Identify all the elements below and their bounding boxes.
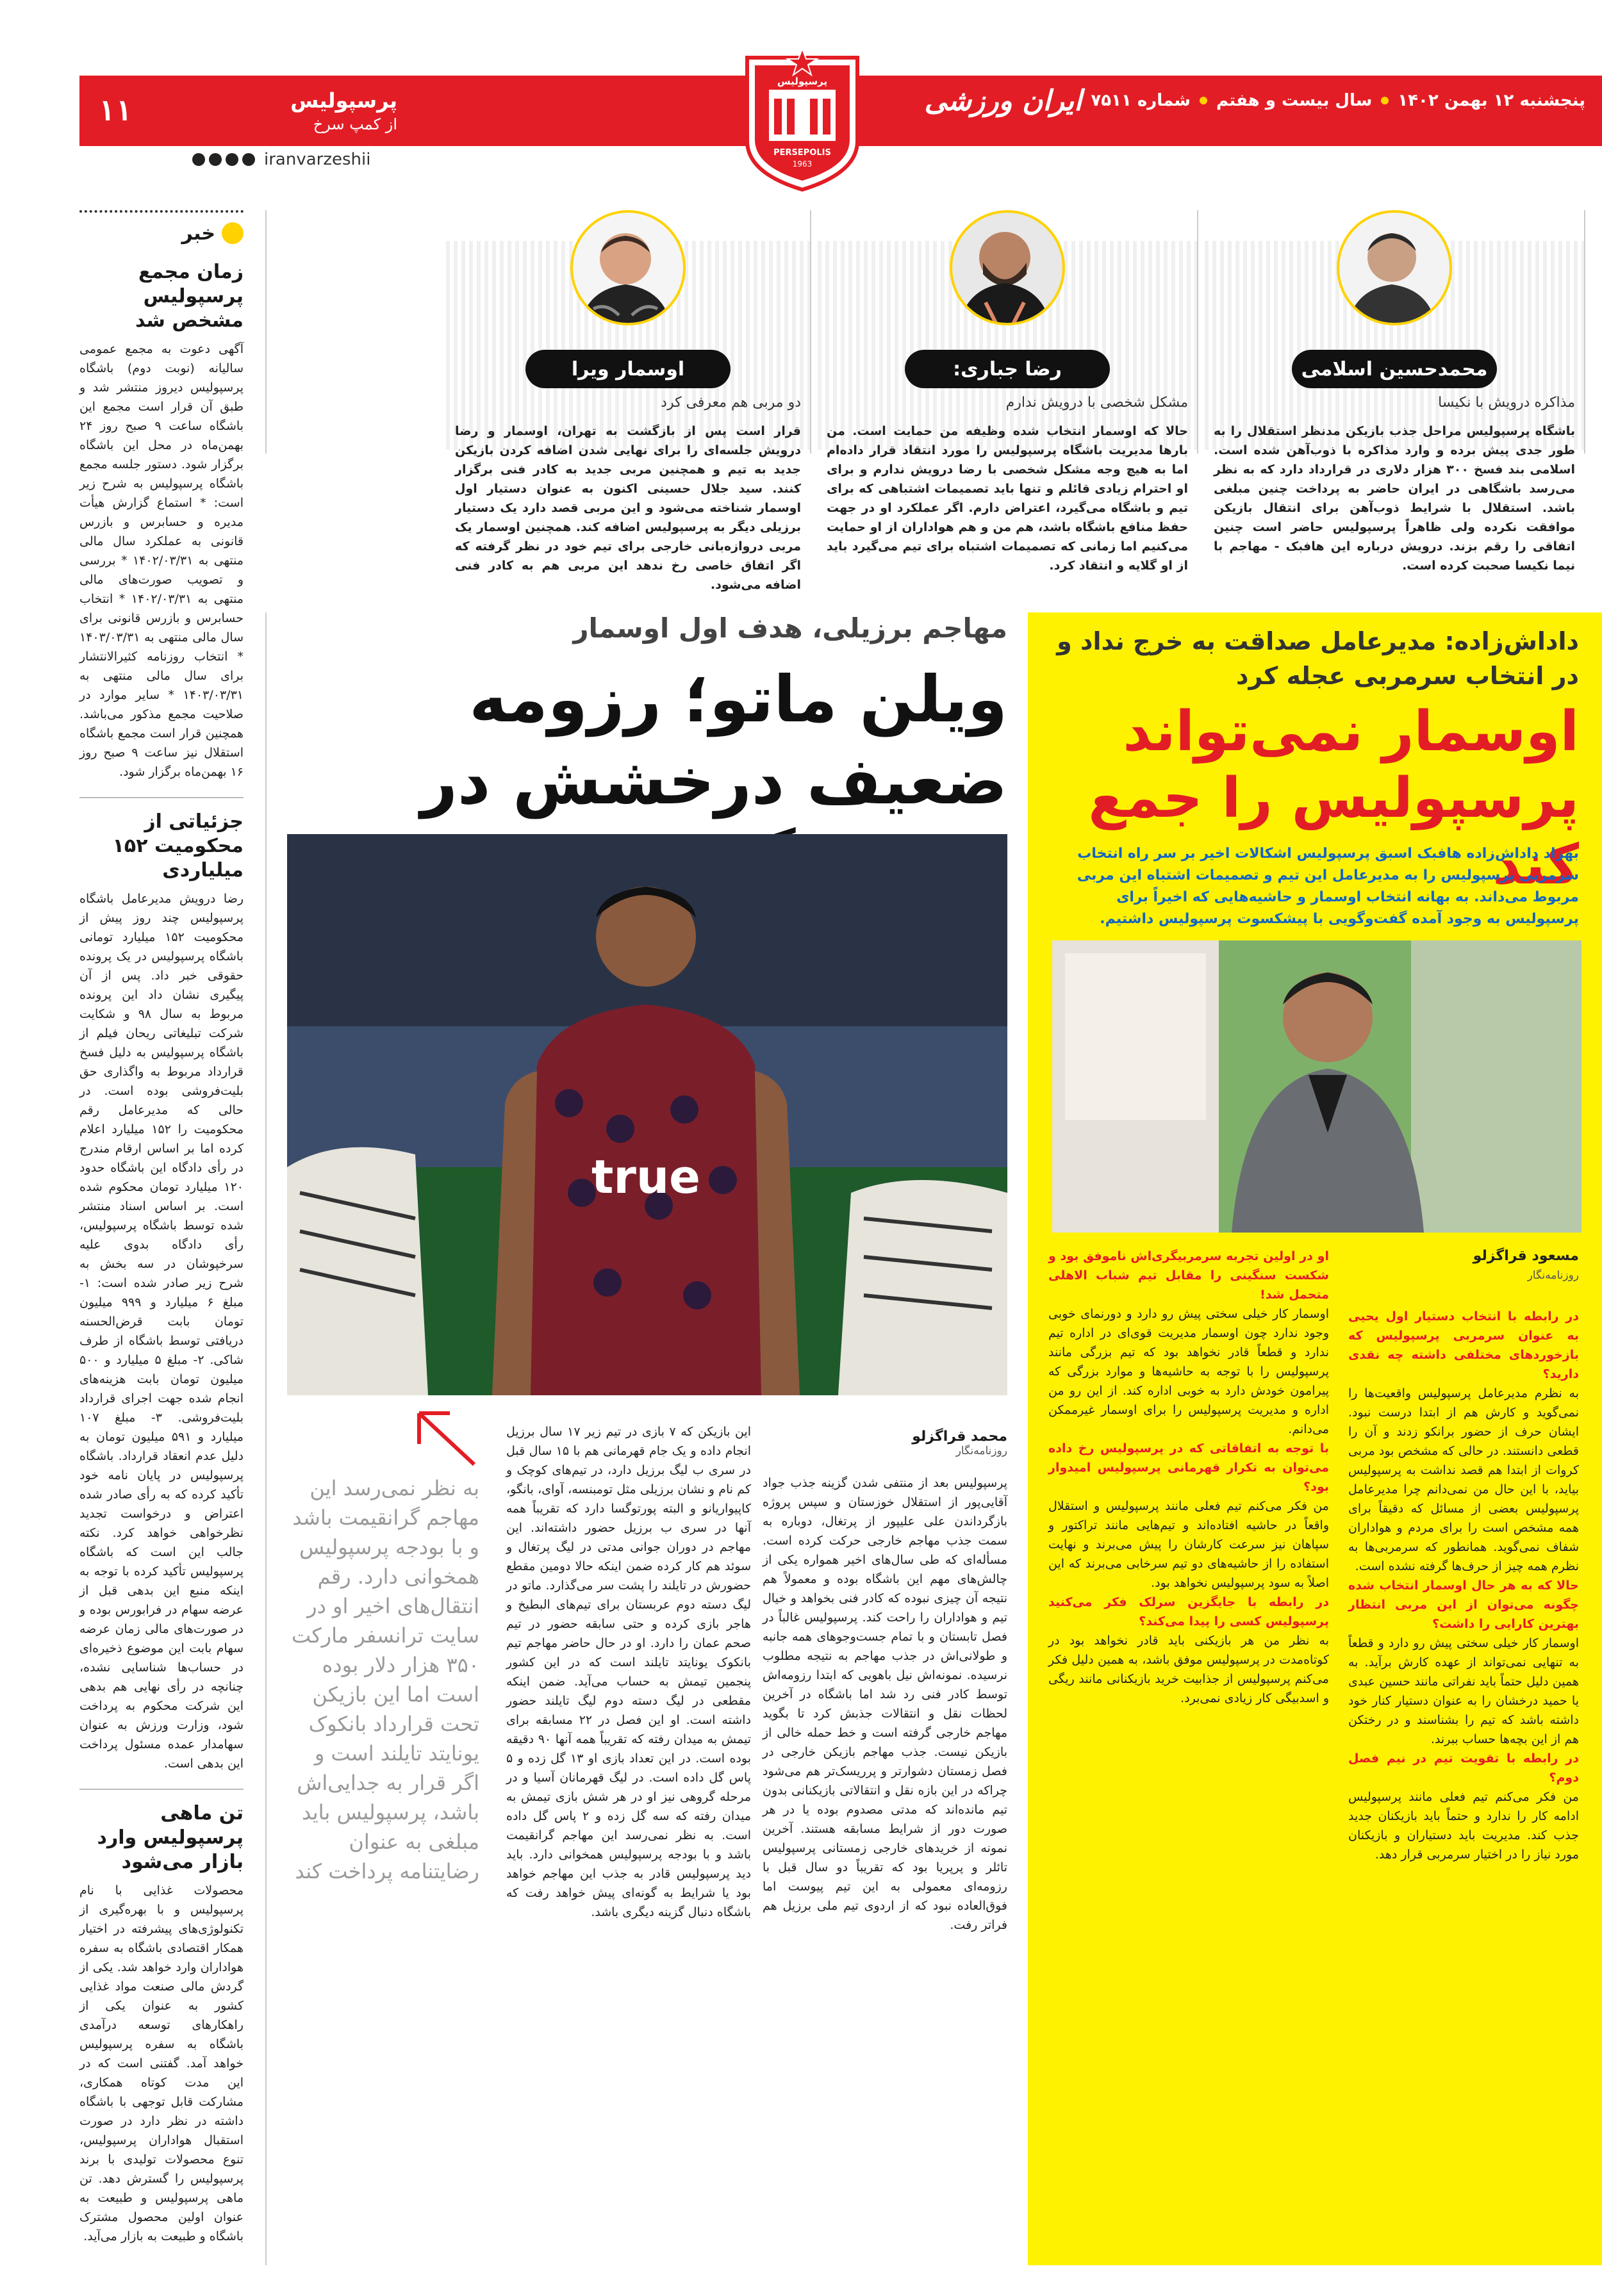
separator-dot-icon xyxy=(1381,97,1389,104)
feature-headline: اوسمار نمی‌تواند پرسپولیس را جمع کند xyxy=(1088,700,1579,897)
profile-box-jabbari xyxy=(818,210,1198,573)
profile-photo-osmar xyxy=(570,210,686,325)
main-author-role: روزنامه‌نگار xyxy=(955,1445,1007,1457)
profile-name-osmar: اوسمار ویرا xyxy=(525,350,731,388)
feature-answer-3: من فکر می‌کنم تیم فعلی مانند پرسپولیس ادامه کار را ندارد و حتماً باید بازیکنان جدید جذب کند. مدیریت باید دستیاران و بازیکنان مورد نیاز را در اختیار سرمربی قرار دهد. xyxy=(1348,1790,1579,1862)
feature-answer-5: من فکر می‌کنم تیم فعلی مانند پرسپولیس و استقلال واقعاً در حاشیه افتاده‌اند و تیم‌هایی مانند تراکتور و سپاهان نیز سرعت کارشان را پیش می‌برند و نهایت استفاده را از حاشیه‌های دو تیم سرخابی می‌برند که این اصلاً به سود پرسپولیس نخواهد بود. xyxy=(1048,1499,1329,1590)
main-author: محمد قراگزلو xyxy=(912,1429,1007,1445)
feature-question-3: در رابطه با تقویت تیم در نیم فصل دوم؟ xyxy=(1348,1751,1579,1785)
feature-answer-1: به نظرم مدیرعامل پرسپولیس واقعیت‌ها را نمی‌گوید و کارش هم از ابتدا درست نبود. ایشان حرف از حضور برانکو زدند و آن را قطعی دانستند. در حالی که مشخص بود مربی کروات از ابتدا هم قصد نداشت به پرسپولیس بیاید، با این حال من نمی‌دانم چرا مدیرعامل پرسپولیس بعضی از مسائل که دقیقاً برای همه مشخص است را برای مردم و هواداران شفاف نمی‌گوید. همانطور که سرمربی‌ها به نظرم همه چیز از حرف‌ها گرفته نشده است. xyxy=(1348,1386,1579,1573)
twitter-icon[interactable] xyxy=(226,153,238,166)
news-body-3: محصولات غذایی با نام پرسپولیس و با بهره‌گیری از تکنولوژی‌های پیشرفته در اختیار همکار اقتصادی باشگاه به سفره هواداران وارد خواهد شد. یکی از گردش مالی صنعت مواد غذایی کشور به عنوان یکی از راهکارهای توسعه درآمدی باشگاه به سفره پرسپولیس خواهد آمد. گفتنی است که در این مدت کوتاه همکاری، مشارکت قابل توجهی با باشگاه داشته در نظر دارد در صورت استقبال هواداران پرسپولیس، تنوع محصولات تولیدی با برند پرسپولیس را گسترش دهد. تن ماهی پرسپولیس و طبیعت به عنوان اولین محصول مشترک باشگاه و طبیعت به بازار می‌آید. xyxy=(79,1883,244,2243)
feature-answer-6: به نظر من هر بازیکنی باید قادر نخواهد بود در کوتاه‌مدت در پرسپولیس موفق باشد، به همین دلیل فکر می‌کنم پرسپولیس از جذابیت خرید بازیکنانی مانند ریگی و اسدبیگی کار زیادی نمی‌برد. xyxy=(1048,1634,1329,1705)
year-text: سال بیست و هفتم xyxy=(1216,91,1373,110)
feature-column-left xyxy=(1048,1247,1329,1708)
issue-text: شماره ۷۵۱۱ xyxy=(1091,91,1191,110)
badge-year: 1963 xyxy=(792,160,813,168)
arrow-icon xyxy=(410,1407,481,1468)
main-byline xyxy=(763,1429,1007,1457)
profile-quote-jabbari: حالا که اوسمار انتخاب شده وظیفه من حمایت است. من بارها مدیریت باشگاه پرسپولیس را مورد انتقاد قرار داده‌ام اما به هیچ وجه مشکل شخصی با رضا درویش ندارم و برای او احترام زیادی قائلم و تنها باید تصمیمات اشتباهی که برای تیم و باشگاه می‌گیرد، اعتراض دارم. اگر عملکرد او در جهت حفظ منافع باشگاه باشد، هم من و هم هواداران از او حمایت می‌کنیم اما زمانی که تصمیمات اشتباه برای تیم می‌گیرد باید از او گلایه و انتقاد کرد. xyxy=(827,424,1188,573)
social-handle[interactable]: iranvarzeshii xyxy=(264,150,371,169)
masthead-info xyxy=(924,86,1585,115)
news-column xyxy=(79,210,244,2254)
news-body-2: رضا درویش مدیرعامل باشگاه پرسپولیس چند روز پیش از محکومیت ۱۵۲ میلیارد تومانی باشگاه پرسپولیس در یک پرونده حقوقی خبر داد. پس از آن پیگیری نشان داد این پرونده مربوط به سال ۹۸ و شکایت شرکت تبلیغاتی ریحان فیلم از باشگاه پرسپولیس به دلیل فسخ قرارداد مربوط به واگذاری حق بلیت‌فروشی بوده است. در حالی که مدیرعامل رقم محکومیت را ۱۵۲ میلیارد اعلام کرده اما بر اساس ارقام مندرج در رأی دادگاه این باشگاه حدود ۱۲۰ میلیارد تومان محکوم شده است. بر اساس اسناد منتشر شده توسط باشگاه پرسپولیس، رأی دادگاه بدوی علیه سرخپوشان در سه بخش به شرح زیر صادر شده است: ۱- مبلغ ۶ میلیارد و ۹۹۹ میلیون تومان بابت قرض‌الحسنه دریافتی توسط باشگاه از طرف شاکی. ۲- مبلغ ۵ میلیارد و ۵۰۰ میلیون تومان بابت هزینه‌های انجام شده جهت اجرای قرارداد بلیت‌فروشی. ۳- مبلغ ۱۰۷ میلیارد و ۵۹۱ میلیون تومان به دلیل عدم انعقاد قرارداد. باشگاه پرسپولیس در پایان نامه خود تأکید کرده که به رأی صادر شده اعتراض و درخواست تجدید نظرخواهی خواهد کرد. نکته جالب این است که باشگاه پرسپولیس تأکید کرده با توجه به اینکه منبع این بدهی قبل از عرضه سهام در فرابورس بوده و در صورت‌های مالی زمان عرضه سهام بابت این موضوع ذخیره‌ای در حساب‌ها شناسایی نشده، چنانچه در رأی نهایی هم بدهی این شرکت محکوم به پرداخت شود، وزارت ورزش به عنوان سهامدار عمده مسئول پرداخت این بدهی است. xyxy=(79,892,244,1771)
feature-question-1: در رابطه با انتخاب دستیار اول یحیی به عنوان سرمربی پرسپولیس که بازخوردهای مختلفی داشته چه نقدی دارید؟ xyxy=(1348,1309,1579,1381)
social-links xyxy=(192,150,370,169)
profile-photo-eslami xyxy=(1337,210,1452,325)
club-badge-icon xyxy=(741,45,864,192)
profile-name-jabbari: رضا جباری: xyxy=(905,350,1110,388)
feature-answer-2: اوسمار کار خیلی سختی پیش رو دارد و قطعاً به تنهایی نمی‌تواند از عهده کارش برآید. به همین دلیل حتماً باید نفراتی مانند حسین عبدی یا حمید درخشان را به عنوان دستیار کنار خود داشته باشد که تیم را بشناسند و در رختکن هم از این بچه‌ها حساب ببرند. xyxy=(1348,1636,1579,1746)
profile-role-eslami: مذاکره درویش با نکیسا xyxy=(1438,395,1575,411)
feature-lead: بهزاد داداش‌زاده هافبک اسبق پرسپولیس اشکالات اخیر بر سر راه انتخاب سرمربی پرسپولیس را به مدیرعامل این تیم و تصمیمات اشتباه این مربی مربوط می‌داند. به بهانه انتخاب اوسمار و حاشیه‌هایی که اخیراً برای پرسپولیس به وجود آمده گفت‌وگویی با پیشکسوت پرسپولیس داشتیم. xyxy=(1077,846,1579,927)
feature-question-2: حالا که به هر حال اوسمار انتخاب شده چگونه می‌توان از این مربی انتظار بهترین کارایی را داشت؟ xyxy=(1348,1578,1579,1631)
telegram-icon[interactable] xyxy=(209,153,222,166)
news-label xyxy=(79,210,244,249)
profile-photo-jabbari xyxy=(950,210,1065,325)
feature-interview xyxy=(1028,612,1602,2265)
feature-answer-4: اوسمار کار خیلی سختی پیش رو دارد و دورنمای خوبی وجود ندارد چون اوسمار مدیریت قوی‌ای در اداره تیم ندارد و قطعاً قادر نخواهد بود که تیم بزرگی مانند پرسپولیس را با توجه به حاشیه‌ها و موارد بزرگی که پیرامون خودش دارد به خوبی اداره کند. از این رو من اداره و مدیریت پرسپولیس را برای اوسمار غیرممکن می‌دانم. xyxy=(1048,1307,1329,1436)
date-text: پنجشنبه ۱۲ بهمن ۱۴۰۲ xyxy=(1398,91,1585,110)
feature-question-4: او در اولین تجربه سرمربیگری‌اش ناموفق بود و شکست سنگینی را مقابل تیم شباب الاهلی متحمل شد! xyxy=(1048,1249,1329,1302)
profile-role-osmar: دو مربی هم معرفی کرد xyxy=(661,395,801,411)
feature-column-right xyxy=(1348,1247,1579,1864)
news-title-2: جزئیاتی از محکومیت ۱۵۲ میلیاردی xyxy=(112,810,244,882)
column-divider xyxy=(265,612,267,2265)
profile-quote-eslami: باشگاه پرسپولیس مراحل جذب بازیکن مدنظر استقلال را به طور جدی پیش برده و وارد مذاکره با ذوب‌آهن شده است. اسلامی بند فسخ ۳۰۰ هزار دلاری در قرارداد دارد که به نظر می‌رسد باشگاهی در ایران حاضر به پرداخت چنین مبلغی باشد. استقلال با شرایط ذوب‌آهن برای انتقال بازیکن موافقت نکرده ولی ظاهراً پرسپولیس حاضر است چنین اتفاقی را رقم بزند. درویش درباره این هافبک - مهاجم با نیما نکیسا صحبت کرده است. xyxy=(1214,424,1576,573)
separator-dot-icon xyxy=(1200,97,1207,104)
divider xyxy=(79,1789,244,1790)
feature-kicker: داداش‌زاده: مدیرعامل صداقت به خرج نداد و در انتخاب سرمربی عجله کرد xyxy=(1057,627,1579,690)
news-label-text: خبر xyxy=(181,222,215,245)
feature-question-6: در رابطه با جایگزین سرلک فکر می‌کنید پرسپولیس کسی را پیدا می‌کند؟ xyxy=(1048,1595,1329,1628)
profile-name-eslami: محمدحسین اسلامی xyxy=(1292,350,1497,388)
feature-question-5: با توجه به اتفاقاتی که در پرسپولیس رخ داده می‌توان به تکرار قهرمانی پرسپولیس امیدوار بود؟ xyxy=(1048,1441,1329,1494)
profile-role-jabbari: مشکل شخصی با درویش ندارم xyxy=(1005,395,1188,411)
yellow-dot-icon xyxy=(222,222,244,244)
news-title-3: تن ماهی پرسپولیس وارد بازار می‌شود xyxy=(97,1802,244,1873)
web-icon[interactable] xyxy=(242,153,255,166)
section-title-main: پرسپولیس xyxy=(290,88,397,113)
news-title-1: زمان مجمع پرسپولیس مشخص شد xyxy=(135,261,244,332)
profile-box-eslami xyxy=(1205,210,1585,573)
badge-title-fa: پرسپولیس xyxy=(777,76,828,87)
pull-quote: به نظر نمی‌رسد این مهاجم گرانقیمت باشد و با بودجه پرسپولیس همخوانی دارد. رقم انتقال‌های اخیر او در سایت ترانسفر مارکت ۳۵۰ هزار دلار بوده است اما این بازیکن تحت قرارداد بانکوک یونایتد تایلند است و اگر قرار به جدایی‌اش باشد، پرسپولیس باید مبلغی به عنوان رضایتنامه پرداخت کند xyxy=(292,1476,479,1883)
feature-author: مسعود قراگزلو xyxy=(1473,1248,1579,1264)
column-divider xyxy=(265,210,267,454)
section-title xyxy=(256,88,397,133)
badge-title: PERSEPOLIS xyxy=(773,148,831,158)
profile-box-osmar xyxy=(446,210,811,592)
profile-quote-osmar: قرار است پس از بازگشت به تهران، اوسمار و رضا درویش جلسه‌ای را برای نهایی شدن اضافه کردن بازیکن جدید به تیم و همچنین مربی جدید به کادر فنی برگزار کنند. سید جلال حسینی اکنون به عنوان دستیار اول اوسمار شناخته می‌شود و این مربی قصد دارد یک دستیار برزیلی دیگر به پرسپولیس اضافه کند. همچنین اوسمار یک مربی دروازه‌بانی خارجی برای تیم خود در نظر گرفته که اگر اتفاق خاصی رخ ندهد این مربی هم به کادر فنی اضافه می‌شود. xyxy=(455,424,801,592)
main-headline: ویلن ماتو؛ رزومه ضعیف درخشش در xyxy=(420,662,1007,819)
main-body-col-2: این بازیکن که ۷ بازی در تیم زیر ۱۷ سال برزیل انجام داده و یک جام قهرمانی هم با ۱۵ سال قبل در سری ب لیگ برزیل دارد، در تیم‌های کوچک و کم نام و نشان برزیلی مثل تومبنسه، آوای، بانگو، کاپیواریانو و البته پورتوگسا دارد که تقریباً همه آنها در سری ب برزیل حضور داشته‌اند. این مهاجم در دوران جوانی مدتی در لیگ پرتغال و سوئد هم کار کرده ضمن اینکه حالا دومین مقطع حضورش در تایلند را پشت سر می‌گذارد. ماتو در لیگ دسته دوم عربستان برای تیم‌های البطیخ و هاجر بازی کرده و حتی سابقه حضور در تیم صحم عمان را دارد. او در حال حاضر مهاجم تیم بانکوک یونایتد تایلند است که در این کشور پنجمین تیمش به حساب می‌آید. ضمن اینکه مقطعی در لیگ دسته دوم لیگ تایلند حضور داشته است. او این فصل در ۲۲ مسابقه برای تیمش به میدان رفته که تقریباً همه آنها ۹۰ دقیقه بوده است. در این تعداد بازی او ۱۳ گل زده و ۵ پاس گل داده است. در لیگ قهرمانان آسیا و در مرحله گروهی نیز او در هر شش بازی تیمش به میدان رفته که سه گل زده و ۲ پاس گل داده است. به نظر نمی‌رسد این مهاجم گرانقیمت باشد و با بودجه پرسپولیس همخوانی دارد. باید دید پرسپولیس قادر به جذب این مهاجم خواهد بود یا شرایط به گونه‌ای پیش خواهد رفت که باشگاه دنبال گزینه دیگری باشد. xyxy=(506,1425,752,1919)
main-body-col-1: پرسپولیس بعد از منتفی شدن گزینه جذب جواد آقایی‌پور از استقلال خوزستان و سپس پروژه بازگرداندن علی علیپور از پرتغال، دوباره به سمت جذب مهاجم خارجی حرکت کرده است. مسأله‌ای که طی سال‌های اخیر همواره یکی از چالش‌های مهم این باشگاه بوده و معمولاً هم نتیجه آن چیزی نبوده که کادر فنی بخواهد و خیال تیم و هواداران را راحت کند. پرسپولیس غالباً در فصل تابستان و با تمام جست‌وجوهای همه جانبه و طولانی‌اش در جذب مهاجم به نتیجه مطلوب نرسیده. نمونه‌اش نیل باهویی که ابتدا رزومه‌اش توسط کادر فنی رد شد اما باشگاه در آخرین لحظات نقل و انتقالات جذبش کرد تا بگوید مهاجم خارجی گرفته است و خط حمله خالی از بازیکن نیست. جذب مهاجم بازیکن خارجی در فصل زمستان دشوارتر و پرریسک‌تر هم می‌شود چراکه در این بازه نقل و انتقالاتی بازیکنانی بدون تیم مانده‌اند که مدتی مصدوم بوده یا در هر صورت دور از شرایط مسابقه هستند. آخرین نمونه از خریدهای خارجی زمستانی پرسپولیس تائلر و پرپریا بود که تقریباً دو سال قبل با رزومه‌ای معمولی به این تیم پیوست اما فوق‌العاده نبود که از اردوی تیم ملی برزیل هم فراتر رفت. xyxy=(763,1476,1007,1932)
news-body-1: آگهی دعوت به مجمع عمومی سالیانه (نوبت دوم) باشگاه پرسپولیس دیروز منتشر شد و طبق آن قرار است مجمع این باشگاه ساعت ۹ صبح روز ۲۴ بهمن‌ماه در محل این باشگاه برگزار شود. دستور جلسه مجمع باشگاه پرسپولیس به شرح زیر است: * استماع گزارش هیأت مدیره و حسابرس و بازرس قانونی به عملکرد سال مالی منتهی به ۱۴۰۲/۰۳/۳۱ * بررسی و تصویب صورت‌های مالی منتهی به ۱۴۰۲/۰۳/۳۱ * انتخاب حسابرس و بازرس قانونی برای سال مالی منتهی به ۱۴۰۳/۰۳/۳۱ * انتخاب روزنامه کثیرالانتشار برای سال مالی منتهی به ۱۴۰۳/۰۳/۳۱ * سایر موارد در صلاحیت مجمع مذکور می‌باشد. همچنین قرار است مجمع باشگاه استقلال نیز ساعت ۹ صبح روز ۱۶ بهمن‌ماه برگزار شود. xyxy=(79,342,244,779)
instagram-icon[interactable] xyxy=(192,153,205,166)
main-kicker: مهاجم برزیلی، هدف اول اوسمار xyxy=(573,612,1007,644)
main-photo xyxy=(287,834,1007,1395)
feature-photo xyxy=(1052,940,1581,1233)
divider xyxy=(79,797,244,798)
page-number: ۱۱ xyxy=(97,94,132,127)
newspaper-logo: ایران ورزشی xyxy=(924,84,1082,117)
svg-text:true: true xyxy=(591,1150,701,1204)
section-title-sub: از کمپ سرخ xyxy=(313,115,397,133)
feature-author-role: روزنامه‌نگار xyxy=(1527,1269,1579,1282)
